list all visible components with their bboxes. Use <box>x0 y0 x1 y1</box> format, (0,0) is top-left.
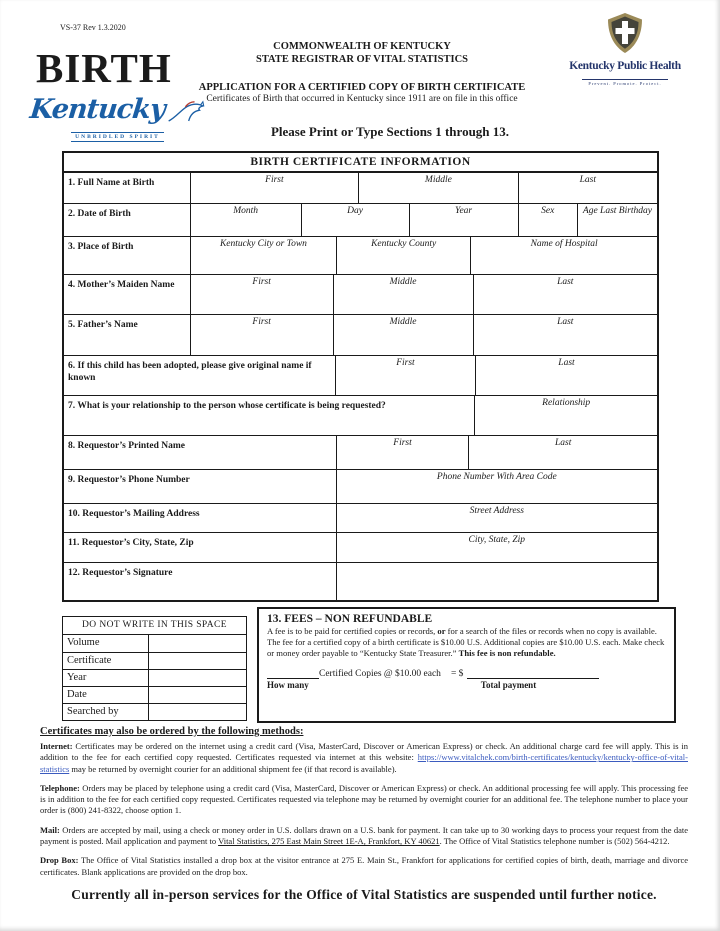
field-cell[interactable] <box>577 204 657 236</box>
dropbox-paragraph <box>40 855 688 878</box>
field-cell[interactable] <box>409 204 518 236</box>
agency-line-2: STATE REGISTRAR OF VITAL STATISTICS <box>255 54 468 66</box>
dropbox-text: The Office of Vital Statistics installed a drop box at the visitor entrance at 275 E. Main St., Frankfort for applications for certified copies of birth, death, marriage and divorce certificates. Blank applications are provided on the drop box. <box>40 855 688 877</box>
telephone-label: Telephone: <box>40 782 80 793</box>
internet-paragraph <box>40 741 688 775</box>
table-row <box>64 469 657 503</box>
field-cell[interactable] <box>475 356 657 395</box>
birth-info-table <box>62 151 659 602</box>
certified-copies-label: Certified Copies @ $10.00 each <box>319 668 441 679</box>
table-header: BIRTH CERTIFICATE INFORMATION <box>64 153 657 173</box>
ordering-methods-section <box>40 726 688 903</box>
office-row <box>63 652 246 669</box>
field-cell[interactable] <box>470 237 657 274</box>
field-hint: Last <box>579 175 596 185</box>
fees-bold-or: or <box>437 626 446 636</box>
field-hint: Middle <box>424 175 452 185</box>
row-label: 1. Full Name at Birth <box>68 178 155 188</box>
row-label: 6. If this child has been adopted, please give original name if known <box>68 361 312 383</box>
field-cell[interactable] <box>336 533 657 562</box>
kentucky-logo-tagline: UNBRIDLED SPIRIT <box>71 132 164 142</box>
field-hint: Kentucky City or Town <box>219 239 307 249</box>
office-row-value <box>149 687 246 703</box>
mail-paragraph <box>40 825 688 848</box>
field-cell[interactable] <box>190 237 336 274</box>
form-number: VS-37 Rev 1.3.2020 <box>60 23 126 32</box>
field-cell[interactable] <box>333 315 473 355</box>
office-row <box>63 635 246 652</box>
office-row-label: Certificate <box>63 653 149 669</box>
table-row <box>64 562 657 600</box>
fee-sublabels <box>259 680 674 690</box>
table-row <box>64 355 657 395</box>
telephone-paragraph <box>40 783 688 817</box>
office-row-label: Year <box>63 670 149 686</box>
table-row <box>64 503 657 532</box>
total-payment-blank-field[interactable] <box>467 668 599 679</box>
mail-text-2: . The Office of Vital Statistics telephone number is (502) 564-4212. <box>439 836 670 847</box>
field-cell[interactable] <box>335 356 475 395</box>
kph-logo-tagline: Prevent. Promote. Protect. <box>582 79 667 86</box>
field-hint: Middle <box>389 317 417 327</box>
fees-text-2: for a search of the files or records when no copy is available. The fee for a certified copy of a birth certificate is $10.00 U.S. Additional copies are $10.00 U.S. each. Make check or money order payable to “Kentucky State Treasurer.” <box>267 626 665 659</box>
kph-logo-name: Kentucky Public Health <box>569 60 681 72</box>
header-center <box>162 40 562 104</box>
how-many-label: How many <box>267 679 309 690</box>
field-hint: Year <box>455 206 473 216</box>
row-label: 2. Date of Birth <box>68 209 131 219</box>
mail-text-1: Orders are accepted by mail, using a check or money order in U.S. dollars drawn on a U.S. bank for payment. It can take up to 30 working days to process your request from the date payment is posted. Mail application and payment to <box>40 824 689 847</box>
office-use-box <box>62 616 247 721</box>
field-hint: Month <box>233 206 259 216</box>
field-cell[interactable] <box>336 237 470 274</box>
mail-label: Mail: <box>40 824 60 835</box>
field-cell[interactable] <box>358 173 518 203</box>
print-or-type-instruction: Please Print or Type Sections 1 through 13. <box>270 124 510 139</box>
field-hint: First <box>252 317 271 327</box>
application-title: APPLICATION FOR A CERTIFIED COPY OF BIRTH CERTIFICATE <box>198 82 526 94</box>
office-box-rows <box>63 635 246 720</box>
field-cell[interactable] <box>473 315 657 355</box>
field-hint: Street Address <box>469 506 524 516</box>
table-row <box>64 395 657 435</box>
field-hint: Middle <box>389 277 417 287</box>
field-hint: Relationship <box>542 398 591 408</box>
office-row-label: Volume <box>63 635 149 652</box>
office-row-value <box>149 704 246 720</box>
office-row <box>63 686 246 703</box>
field-cell[interactable] <box>518 173 657 203</box>
row-label: 5. Father’s Name <box>68 320 138 330</box>
field-hint: Last <box>557 317 574 327</box>
telephone-text: Orders may be placed by telephone using a credit card (Visa, MasterCard, Discover or American Express) or check. An additional processing fee will apply. This processing fee is in addition to the fee for each certified copy requested. Certificates requested via telephone may be returned by overnight courier for an additional fee. The telephone number to place your order is (800) 241-8322, choose option 1. <box>40 782 689 816</box>
table-row <box>64 173 657 203</box>
table-row <box>64 314 657 355</box>
field-cell[interactable] <box>301 204 409 236</box>
field-hint: Sex <box>541 206 555 216</box>
field-hint: First <box>252 277 271 287</box>
office-row <box>63 703 246 720</box>
row-label: 9. Requestor’s Phone Number <box>68 475 190 485</box>
equals-dollar-label: = $ <box>450 668 464 679</box>
fees-box <box>257 607 676 723</box>
table-row <box>64 435 657 469</box>
fees-text-1: A fee is to be paid for certified copies or records, <box>267 626 438 636</box>
fee-calculation-line <box>259 668 674 679</box>
field-hint: First <box>393 438 412 448</box>
total-payment-label: Total payment <box>480 679 537 690</box>
row-label: 4. Mother’s Maiden Name <box>68 280 175 290</box>
kentucky-logo-wordmark: Kentucky <box>28 94 167 125</box>
fees-body-text <box>259 626 674 660</box>
field-hint: First <box>265 175 284 185</box>
row-label: 8. Requestor’s Printed Name <box>68 441 185 451</box>
fees-bold-nonrefundable: This fee is non refundable. <box>458 648 556 659</box>
field-hint: Last <box>555 438 572 448</box>
internet-text-1: Certificates may be ordered on the internet using a credit card (Visa, MasterCard, Discover or American Express) or check. An additional charge card fee will apply. This is in addition to the fee for each certified copy requested. Certificates requested via internet at this website: <box>40 741 688 763</box>
field-cell[interactable] <box>190 275 333 314</box>
application-subtitle: Certificates of Birth that occurred in Kentucky since 1911 are on file in this office <box>206 94 518 105</box>
field-hint: Phone Number With Area Code <box>436 472 557 482</box>
field-hint: City, State, Zip <box>468 535 526 545</box>
field-hint: Last <box>557 277 574 287</box>
row-label: 11. Requestor’s City, State, Zip <box>68 538 194 548</box>
office-row-value <box>149 635 246 652</box>
field-hint: Day <box>347 206 363 216</box>
field-hint: Age Last Birthday <box>582 206 653 216</box>
table-row <box>64 236 657 274</box>
field-cell[interactable] <box>468 436 657 469</box>
office-row-value <box>149 670 246 686</box>
form-title-birth: BIRTH <box>36 45 172 91</box>
field-cell[interactable] <box>336 504 657 532</box>
office-row <box>63 669 246 686</box>
field-cell[interactable] <box>336 563 657 600</box>
field-cell[interactable] <box>474 396 657 435</box>
field-hint: Last <box>558 358 575 368</box>
field-cell[interactable] <box>336 436 469 469</box>
methods-heading: Certificates may also be ordered by the following methods: <box>40 726 304 737</box>
field-cell[interactable] <box>518 204 577 236</box>
field-hint: First <box>396 358 415 368</box>
suspension-notice: Currently all in-person services for the Office of Vital Statistics are suspended until further notice. <box>71 886 657 902</box>
table-row <box>64 203 657 236</box>
how-many-blank-field[interactable] <box>267 668 319 679</box>
dropbox-label: Drop Box: <box>40 855 79 866</box>
field-cell[interactable] <box>333 275 473 314</box>
birth-info-rows <box>64 173 657 600</box>
office-box-header: DO NOT WRITE IN THIS SPACE <box>63 617 246 635</box>
field-hint: Name of Hospital <box>530 239 598 249</box>
internet-label: Internet: <box>40 741 73 751</box>
mail-address: Vital Statistics, 275 East Main Street 1E-A, Frankfort, KY 40621 <box>218 836 440 847</box>
row-label: 7. What is your relationship to the person whose certificate is being requested? <box>68 401 386 411</box>
office-row-label: Date <box>63 687 149 703</box>
row-label: 12. Requestor’s Signature <box>68 568 173 578</box>
table-row <box>64 532 657 562</box>
agency-line-1: COMMONWEALTH OF KENTUCKY <box>273 41 451 52</box>
kentucky-public-health-logo <box>560 12 690 90</box>
field-cell[interactable] <box>336 470 657 503</box>
field-cell[interactable] <box>190 315 333 355</box>
internet-text-2: may be returned by overnight courier for an additional shipment fee (if that record is available). <box>69 763 397 774</box>
field-cell[interactable] <box>190 173 358 203</box>
shield-cross-icon <box>606 12 644 54</box>
row-label: 10. Requestor’s Mailing Address <box>68 509 200 519</box>
field-cell[interactable] <box>473 275 657 314</box>
table-row <box>64 274 657 314</box>
office-row-value <box>149 653 246 669</box>
field-cell[interactable] <box>190 204 301 236</box>
vitalchek-link[interactable]: https://www.vitalchek.com/birth-certificates/kentucky/kentucky-office-of-vital-statistics <box>40 752 688 774</box>
office-row-label: Searched by <box>63 704 149 720</box>
fees-title: 13. FEES – NON REFUNDABLE <box>267 613 433 625</box>
field-hint: Kentucky County <box>371 239 437 249</box>
row-label: 3. Place of Birth <box>68 242 134 252</box>
